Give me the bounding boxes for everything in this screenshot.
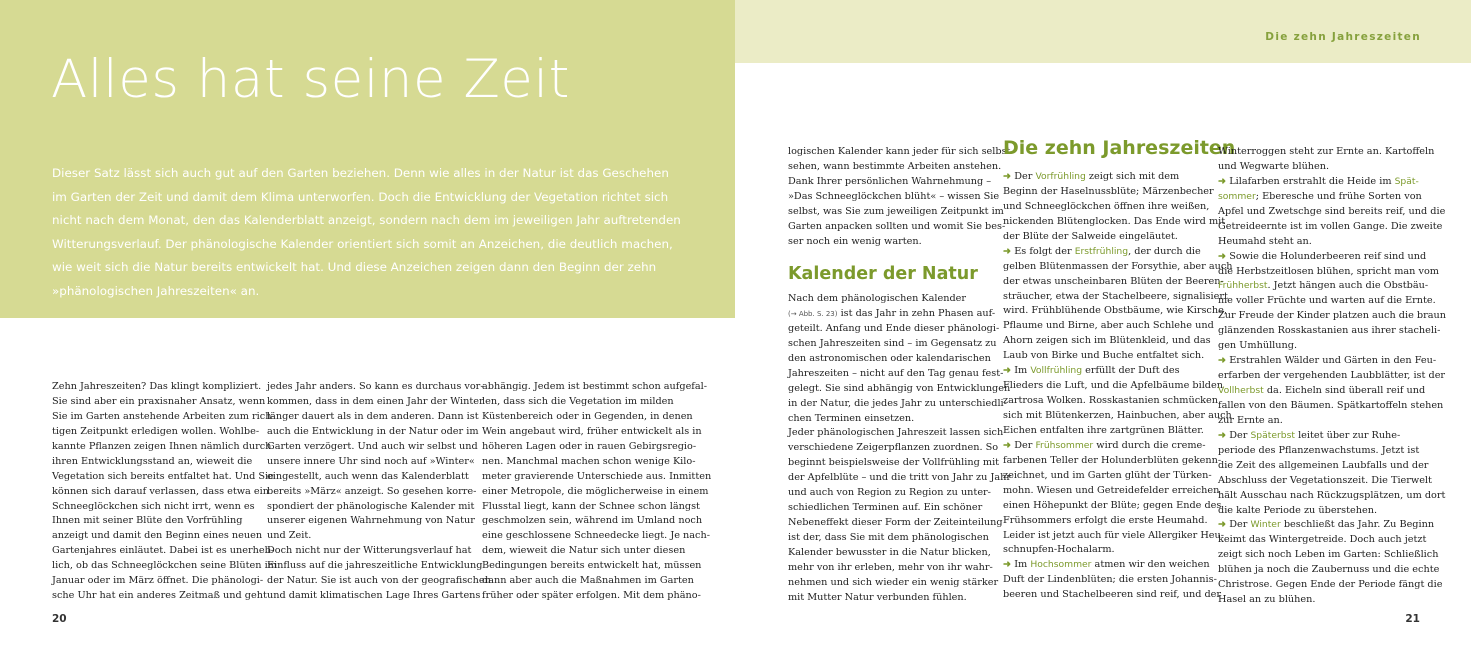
body-line: bereits »März« anzeigt. So gesehen korre-	[267, 485, 477, 497]
text-column-6	[1218, 146, 1446, 609]
body-line: Christrose. Gegen Ende der Periode fängt die	[1218, 579, 1443, 591]
body-line: Wein angebaut wird, früher entwickelt als in	[482, 425, 702, 437]
body-text: wird durch die creme-	[1093, 439, 1206, 451]
body-line: chen Terminen einsetzen.	[788, 412, 915, 424]
body-line: Hasel an zu blühen.	[1218, 594, 1316, 606]
season-keyword: Vollherbst	[1218, 385, 1264, 396]
page-number-left: 20	[52, 613, 67, 625]
body-text: . Jetzt hängen auch die Obstbäu-	[1267, 280, 1429, 292]
body-line: Beginn der Haselnussblüte; Märzenbecher	[1003, 185, 1214, 197]
body-line: nickenden Blütenglocken. Das Ende wird mit	[1003, 215, 1226, 227]
season-entry	[1218, 430, 1423, 445]
intro-line: »phänologischen Jahreszeiten« an.	[52, 283, 260, 298]
body-line: Winterroggen steht zur Ernte an. Kartoffeln	[1218, 146, 1435, 157]
body-line: nehmen und sich wieder ein wenig stärker	[788, 576, 999, 588]
body-line: Doch nicht nur der Witterungsverlauf hat	[267, 545, 472, 557]
body-line: ser noch ein wenig warten.	[788, 235, 922, 247]
body-line: jedes Jahr anders. So kann es durchaus vor-	[267, 381, 484, 392]
body-line: Sie im Garten anstehende Arbeiten zum rich-	[52, 410, 275, 422]
body-line: me voller Früchte und warten auf die Ernte.	[1218, 295, 1436, 307]
body-line: Pflaume und Birne, aber auch Schlehe und	[1003, 320, 1214, 332]
season-entry	[1003, 246, 1203, 261]
body-line: können sich darauf verlassen, dass etwa ein	[52, 485, 269, 497]
arrow-icon: ➜	[1218, 519, 1227, 531]
body-text: atmen wir den weichen	[1091, 559, 1210, 571]
body-line: Flusstal liegt, kann der Schnee schon längst	[482, 500, 700, 512]
body-line: Duft der Lindenblüten; die ersten Johannis-	[1003, 574, 1217, 586]
body-line: der Blüte der Salweide eingeläutet.	[1003, 230, 1178, 242]
body-line: len, dass sich die Vegetation im milden	[482, 395, 674, 407]
body-line: Januar oder im März öffnet. Die phänologi-	[52, 575, 264, 587]
season-entry	[1003, 365, 1203, 380]
body-line: schiedlichen Terminen auf. Ein schöner	[788, 502, 983, 514]
body-text: zeigt sich mit dem	[1085, 171, 1180, 182]
arrow-icon: ➜	[1003, 245, 1012, 257]
body-line: erfarben der vergehenden Laubblätter, ist der	[1218, 370, 1446, 382]
body-line: gelegt. Sie sind abhängig von Entwicklungen	[788, 382, 1011, 394]
body-line: Nebeneffekt dieser Form der Zeiteinteilung	[788, 517, 1003, 529]
body-line: nen. Manchmal machen schon wenige Kilo-	[482, 455, 696, 467]
body-text: ; Eberesche und frühe Sorten von	[1255, 190, 1422, 202]
body-line: Schneeglöckchen sich nicht irrt, wenn es	[52, 500, 255, 512]
body-line: lich, ob das Schneeglöckchen seine Blüten im	[52, 560, 277, 572]
intro-line: Dieser Satz lässt sich auch gut auf den Garten beziehen. Denn wie alles in der Natur ist das Geschehen	[52, 166, 669, 180]
body-line: schnupfen-Hochalarm.	[1003, 544, 1115, 556]
body-line: die Herbstzeitlosen blühen, spricht man vom	[1218, 265, 1439, 277]
figure-reference: (→ Abb. S. 23)	[788, 309, 838, 318]
body-line: Ahorn zeigen sich im Blütenkleid, und das	[1003, 335, 1211, 347]
body-line: und Schneeglöckchen öffnen ihre weißen,	[1003, 200, 1210, 212]
body-line: unserer eigenen Wahrnehmung von Natur	[267, 515, 475, 527]
intro-paragraph	[52, 166, 692, 308]
body-line: sich mit Blütenkerzen, Hainbuchen, aber auch	[1003, 410, 1232, 421]
body-line: Frühsommers erfolgt die erste Heumahd.	[1003, 514, 1208, 526]
body-line: Einfluss auf die jahreszeitliche Entwicklung	[267, 560, 483, 572]
season-keyword: Vollfrühling	[1030, 365, 1083, 377]
body-line: zur Ernte an.	[1218, 414, 1283, 426]
season-entry	[1218, 176, 1423, 191]
body-line: Laub von Birke und Buche entfaltet sich.	[1003, 350, 1205, 362]
body-text: Der	[1014, 171, 1036, 182]
body-line	[788, 293, 988, 308]
body-line: zeigt sich noch Leben im Garten: Schließlich	[1218, 549, 1439, 561]
body-line: Zur Freude der Kinder platzen auch die braun	[1218, 310, 1446, 322]
body-line: früher oder später erfolgen. Mit dem phäno-	[482, 590, 701, 602]
season-keyword: sommer	[1218, 190, 1256, 202]
season-keyword: Erstfrühling	[1074, 245, 1129, 257]
body-line: gelben Blütenmassen der Forsythie, aber auch	[1003, 260, 1233, 272]
body-line: keimt das Wintergetreide. Doch auch jetzt	[1218, 534, 1427, 546]
body-line: Zehn Jahreszeiten? Das klingt kompliziert.	[52, 381, 262, 392]
body-line: höheren Lagen oder in rauen Gebirgsregio-	[482, 440, 697, 452]
body-line: fallen von den Bäumen. Spätkartoffeln stehen	[1218, 399, 1444, 411]
body-line: eingestellt, auch wenn das Kalenderblatt	[267, 470, 469, 482]
body-text: ist das Jahr in zehn Phasen auf-	[837, 307, 996, 319]
arrow-icon: ➜	[1003, 439, 1012, 451]
body-text: Der	[1229, 519, 1251, 531]
body-line	[788, 307, 996, 323]
body-line: Kalender bewusster in die Natur blicken,	[788, 546, 991, 558]
body-line: ist der, dass Sie mit dem phänologischen	[788, 532, 989, 543]
arrow-icon: ➜	[1003, 171, 1012, 182]
body-line: kannte Pflanzen zeigen Ihnen nämlich durch	[52, 440, 272, 452]
body-line: Jeder phänologischen Jahreszeit lassen sich	[788, 427, 1004, 439]
season-entry	[1218, 355, 1437, 370]
text-column-4b	[788, 293, 1011, 607]
body-line: anzeigt und damit den Beginn eines neuen	[52, 530, 263, 542]
body-line: glänzenden Rosskastanien aus ihrer stacheli-	[1218, 325, 1441, 337]
season-entry	[1003, 439, 1206, 455]
body-line: Leider ist jetzt auch für viele Allergiker Heu-	[1003, 529, 1225, 541]
body-line: Bedingungen bereits entwickelt hat, müssen	[482, 560, 702, 572]
body-line: mohn. Wiesen und Getreidefelder erreichen	[1003, 484, 1220, 496]
body-line: Heumahd steht an.	[1218, 235, 1312, 247]
body-line: Abschluss der Vegetationszeit. Die Tierwelt	[1218, 474, 1432, 486]
body-line: der Apfelblüte – und die tritt von Jahr zu Jahr	[788, 472, 1011, 484]
body-line	[1218, 280, 1429, 295]
page-number-right: 21	[1405, 613, 1420, 625]
intro-line: Witterungsverlauf. Der phänologische Kalender orientiert sich somit an Anzeichen, die deutlich machen,	[52, 236, 673, 251]
text-column-4	[788, 146, 1011, 251]
season-entry	[1003, 559, 1210, 574]
body-line: Ihnen mit seiner Blüte den Vorfrühling	[52, 515, 243, 527]
body-line: Dank Ihrer persönlichen Wahrnehmung –	[788, 175, 992, 187]
arrow-icon: ➜	[1003, 365, 1012, 377]
text-column-3	[482, 381, 712, 605]
body-line: selbst, was Sie zum jeweiligen Zeitpunkt im	[788, 205, 1004, 217]
body-line: Apfel und Zwetschge sind bereits reif, und die	[1218, 205, 1446, 217]
body-line: sche Uhr hat ein anderes Zeitmaß und geht	[52, 590, 267, 602]
arrow-icon: ➜	[1003, 559, 1012, 571]
body-line: blühen ja noch die Zaubernuss und die echte	[1218, 564, 1440, 576]
body-line: sehen, wann bestimmte Arbeiten anstehen.	[788, 160, 1002, 172]
body-line: »Das Schneeglöckchen blüht« – wissen Sie	[788, 190, 1000, 202]
arrow-icon: ➜	[1218, 175, 1227, 187]
running-header: Die zehn Jahreszeiten	[1265, 31, 1421, 43]
arrow-icon: ➜	[1218, 429, 1227, 441]
body-line: einen Höhepunkt der Blüte; gegen Ende des	[1003, 499, 1222, 511]
intro-line: nicht nach dem Monat, den das Kalenderblatt anzeigt, sondern nach dem im jeweiligen Jahr auftretenden	[52, 213, 681, 228]
body-line: der Natur. Sie ist auch von der geografischen	[267, 575, 491, 587]
body-line: wird. Frühblühende Obstbäume, wie Kirsche,	[1003, 305, 1227, 317]
body-line: und auch von Region zu Region zu unter-	[788, 487, 991, 499]
body-line: kommen, dass in dem einen Jahr der Winter	[267, 395, 484, 407]
body-line: zeichnet, und im Garten glüht der Türken-	[1003, 469, 1212, 481]
body-line: geschmolzen sein, während im Umland noch	[482, 515, 703, 527]
body-line: eine geschlossene Schneedecke liegt. Je nach-	[482, 530, 710, 542]
arrow-icon: ➜	[1218, 355, 1227, 367]
text-column-5	[1003, 171, 1233, 604]
body-line: dann aber auch die Maßnahmen im Garten	[482, 575, 694, 587]
body-line: mit Mutter Natur verbunden fühlen.	[788, 591, 967, 603]
section-heading: Kalender der Natur	[788, 264, 978, 284]
body-line: und Wegwarte blühen.	[1218, 160, 1330, 172]
body-line: auch die Entwicklung in der Natur oder im	[267, 425, 479, 437]
body-line	[1218, 191, 1423, 206]
body-line: Garten verzögert. Und auch wir selbst und	[267, 440, 478, 452]
body-line	[1218, 385, 1426, 400]
season-keyword: Frühherbst	[1218, 280, 1268, 292]
body-line: Getreideernte ist im vollen Gange. Die zweite	[1218, 220, 1443, 232]
body-line: sträucher, etwa der Stachelbeere, signalisiert	[1003, 290, 1228, 302]
body-line: Gartenjahres einläutet. Dabei ist es unerheb-	[52, 545, 275, 557]
body-line: spondiert der phänologische Kalender mit	[267, 500, 475, 512]
body-text: da. Eicheln sind überall reif und	[1263, 385, 1426, 396]
body-text: , der durch die	[1128, 245, 1201, 257]
body-line: gen Umhüllung.	[1218, 340, 1298, 352]
body-line: logischen Kalender kann jeder für sich selbst	[788, 146, 1011, 157]
body-line: Eichen entfalten ihre zartgrünen Blätter.	[1003, 424, 1204, 436]
season-keyword: Späterbst	[1250, 429, 1295, 441]
body-text: Im	[1014, 559, 1031, 571]
season-entry	[1218, 519, 1435, 534]
body-line: mehr von ihr erleben, mehr von ihr wahr-	[788, 561, 993, 573]
arrow-icon: ➜	[1218, 250, 1227, 262]
body-line: und Zeit.	[267, 530, 312, 542]
body-text: Es folgt der	[1014, 245, 1075, 257]
intro-line: wie weit sich die Natur bereits entwickelt hat. Und diese Anzeichen zeigen dann den Beginn der zehn	[52, 260, 657, 275]
body-line: die kalte Periode zu überstehen.	[1218, 504, 1378, 516]
body-text: Im	[1014, 365, 1031, 377]
body-line: in der Natur, die jedes Jahr zu unterschiedli-	[788, 397, 1007, 409]
season-entry	[1003, 171, 1203, 186]
body-line: abhängig. Jedem ist bestimmt schon aufgefal-	[482, 381, 708, 392]
body-line: meter gravierende Unterschiede aus. Inmitten	[482, 470, 712, 482]
body-line: zartrosa Wolken. Rosskastanien schmücken	[1003, 395, 1218, 407]
season-keyword: Winter	[1250, 519, 1281, 531]
season-keyword: Hochsommer	[1030, 559, 1092, 571]
season-keyword: Frühsommer	[1035, 439, 1094, 451]
body-text: erfüllt der Duft des	[1082, 365, 1180, 377]
page-title: Alles hat seine Zeit	[51, 49, 570, 110]
body-line: die Zeit des allgemeinen Laubfalls und der	[1218, 459, 1429, 471]
intro-line: im Garten der Zeit und damit dem Klima unterworfen. Doch die Entwicklung der Vegetation richtet sich	[52, 189, 669, 204]
body-line: den astronomischen oder kalendarischen	[788, 352, 991, 364]
body-line: farbenen Teller der Holunderblüten gekenn-	[1003, 454, 1222, 466]
body-line: tigen Zeitpunkt erledigen wollen. Wohlbe-	[52, 425, 260, 437]
body-text: beschließt das Jahr. Zu Beginn	[1280, 519, 1435, 531]
body-line: geteilt. Anfang und Ende dieser phänologi-	[788, 322, 1000, 334]
text-column-2	[267, 381, 491, 605]
body-line: hält Ausschau nach Rückzugsplätzen, um dort	[1218, 489, 1446, 501]
body-line: Vegetation sich bereits entfaltet hat. Und Sie	[52, 470, 274, 482]
body-line: Flieders die Luft, und die Apfelbäume bilden	[1003, 380, 1223, 392]
body-text: Sowie die Holunderbeeren reif sind und	[1229, 250, 1427, 262]
body-text: leitet über zur Ruhe-	[1294, 429, 1401, 441]
body-text: Nach dem phänologischen Kalender	[788, 293, 967, 304]
body-line: länger dauert als in dem anderen. Dann ist	[267, 410, 479, 422]
body-line: und damit klimatischen Lage Ihres Gartens	[267, 590, 481, 602]
body-text: Lilafarben erstrahlt die Heide im	[1229, 175, 1395, 187]
body-line: schen Jahreszeiten sind – im Gegensatz zu	[788, 337, 997, 349]
body-line: Jahreszeiten – nicht auf den Tag genau fest-	[788, 367, 1004, 379]
body-text: Erstrahlen Wälder und Gärten in den Feu-	[1229, 355, 1437, 367]
body-line: dem, wieweit die Natur sich unter diesen	[482, 545, 686, 557]
body-line: verschiedene Zeigerpflanzen zuordnen. So	[788, 442, 999, 454]
text-column-1	[52, 381, 277, 605]
body-line: Garten anpacken sollten und womit Sie bes-	[788, 220, 1006, 232]
season-entry	[1218, 250, 1427, 266]
body-line: beginnt beispielsweise der Vollfrühling mit	[788, 457, 1000, 469]
season-keyword: Vorfrühling	[1035, 171, 1086, 182]
body-line: periode des Pflanzenwachstums. Jetzt ist	[1218, 444, 1420, 456]
body-line: beeren und Stachelbeeren sind reif, und der	[1003, 589, 1222, 601]
body-line: ihren Entwicklungsstand an, wieweit die	[52, 455, 253, 467]
body-line: Küstenbereich oder in Gegenden, in denen	[482, 410, 693, 422]
season-keyword: Spät-	[1394, 175, 1419, 187]
body-text: Der	[1229, 429, 1251, 441]
body-line: einer Metropole, die möglicherweise in einem	[482, 485, 709, 497]
body-line: Sie sind aber ein praxisnaher Ansatz, wenn	[52, 395, 266, 407]
body-line: unsere innere Uhr sind noch auf »Winter«	[267, 455, 475, 467]
body-text: Der	[1014, 439, 1036, 451]
section-heading: Die zehn Jahreszeiten	[1003, 137, 1236, 159]
body-line: der etwas unscheinbaren Blüten der Beeren-	[1003, 275, 1224, 287]
